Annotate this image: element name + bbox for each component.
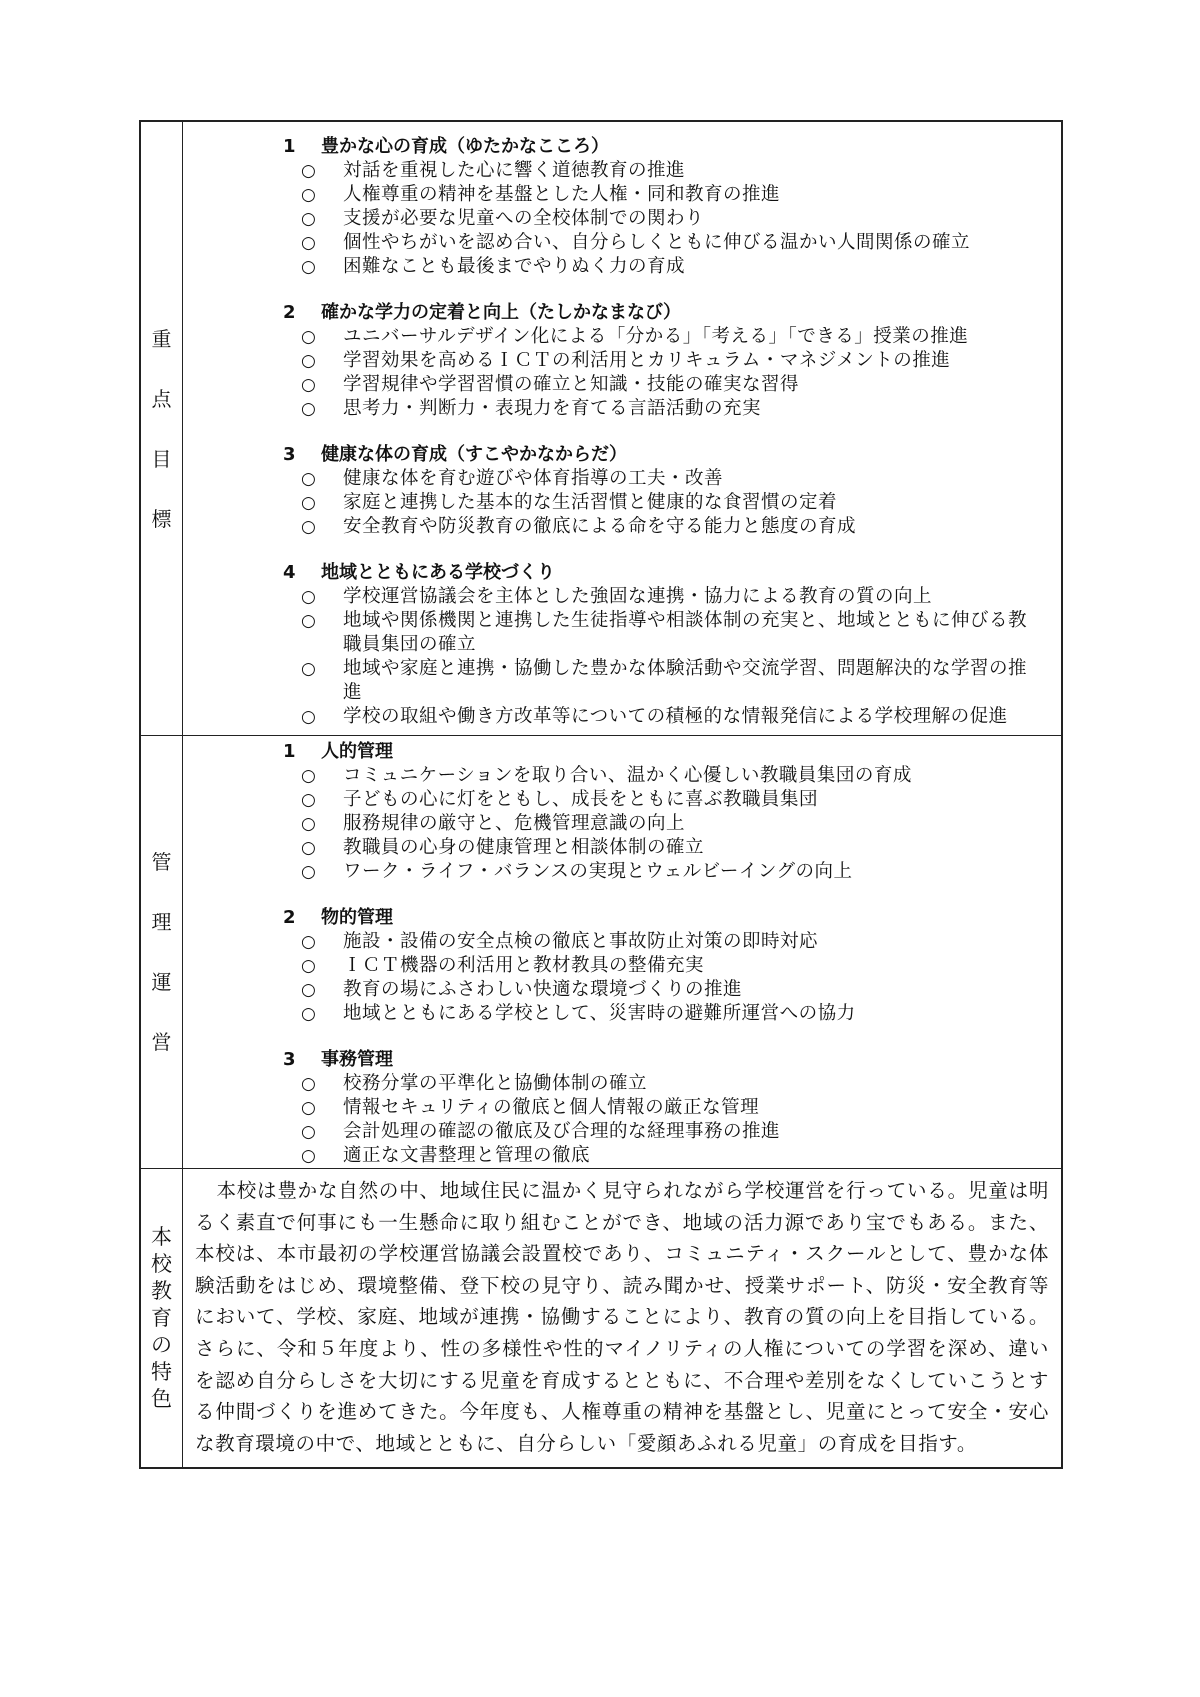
circle-bullet-icon: ○: [301, 707, 317, 727]
list-item: ○ 地域とともにある学校として、災害時の避難所運営への協力: [301, 1003, 856, 1024]
list-item: ○ 地域や関係機関と連携した生徒指導や相談体制の充実と、地域とともに伸びる教職員集団の確立: [301, 610, 1028, 655]
goal-section: [283, 135, 1051, 279]
goal-section: [283, 561, 1051, 729]
section-title: [283, 301, 1051, 325]
section-number: 4: [283, 562, 296, 583]
circle-bullet-icon: ○: [301, 814, 317, 834]
section-title-text: 地域とともにある学校づくり: [321, 562, 555, 583]
management-body: [183, 736, 1061, 1168]
list-item: ○ 学習規律や学習習慣の確立と知識・技能の確実な習得: [301, 374, 800, 395]
circle-bullet-icon: ○: [301, 1146, 317, 1166]
list-item: ○ 施設・設備の安全点検の徹底と事故防止対策の即時対応: [301, 931, 819, 952]
list-item: ○ 学校運営協議会を主体とした強固な連携・協力による教育の質の向上: [301, 586, 933, 607]
circle-bullet-icon: ○: [301, 1098, 317, 1118]
list-item: ○ ワーク・ライフ・バランスの実現とウェルビーイングの向上: [301, 861, 853, 882]
priority-goals-heading: [152, 309, 172, 549]
circle-bullet-icon: ○: [301, 257, 317, 277]
circle-bullet-icon: ○: [301, 980, 317, 1000]
section-number: 1: [283, 136, 296, 157]
section-title-text: 健康な体の育成（すこやかなからだ）: [321, 444, 627, 465]
management-section: [283, 1048, 1051, 1168]
heading-char: 理: [151, 910, 172, 934]
circle-bullet-icon: ○: [301, 1004, 317, 1024]
policy-table: [139, 120, 1063, 1469]
circle-bullet-icon: ○: [301, 517, 317, 537]
heading-char: 点: [151, 386, 172, 411]
priority-goals-heading-cell: [141, 122, 183, 735]
heading-char: 管: [151, 850, 172, 874]
management-heading: [152, 832, 172, 1072]
list-item: ○ 教職員の心身の健康管理と相談体制の確立: [301, 837, 705, 858]
school-features-heading: [151, 1224, 172, 1413]
list-item: ○ 学習効果を高めるＩＣＴの利活用とカリキュラム・マネジメントの推進: [301, 350, 951, 371]
heading-char: 教: [151, 1278, 172, 1303]
circle-bullet-icon: ○: [301, 956, 317, 976]
circle-bullet-icon: ○: [301, 766, 317, 786]
circle-bullet-icon: ○: [301, 838, 317, 858]
goal-section: [283, 443, 1051, 539]
circle-bullet-icon: ○: [301, 659, 317, 679]
section-title: [283, 561, 1051, 585]
section-title-text: 確かな学力の定着と向上（たしかなまなび）: [321, 302, 681, 323]
list-item: ○ コミュニケーションを取り合い、温かく心優しい教職員集団の育成: [301, 765, 912, 786]
management-heading-cell: [141, 736, 183, 1168]
list-item: ○ 学校の取組や働き方改革等についての積極的な情報発信による学校理解の促進: [301, 706, 1008, 727]
goal-section: [283, 301, 1051, 421]
circle-bullet-icon: ○: [301, 209, 317, 229]
priority-goals-row: [141, 122, 1061, 735]
section-title: [283, 135, 1051, 159]
list-item: ○ 人権尊重の精神を基盤とした人権・同和教育の推進: [301, 184, 781, 205]
school-features-paragraph: 本校は豊かな自然の中、地域住民に温かく見守られながら学校運営を行っている。児童は明るく素直で何事にも一生懸命に取り組むことができ、地域の活力源であり宝でもある。また、本校は、本市最初の学校運営協議会設置校であり、コミュニティ・スクールとして、豊かな体験活動をはじめ、環境整備、登下校の見守り、読み聞かせ、授業サポート、防災・安全教育等において、学校、家庭、地域が連携・協働することにより、教育の質の向上を目指している。さらに、令和５年度より、性の多様性や性的マイノリティの人権についての学習を深め、違いを認め自分らしさを大切にする児童を育成するとともに、不合理や差別をなくしていこうとする仲間づくりを進めてきた。今年度も、人権尊重の精神を基盤とし、児童にとって安全・安心な教育環境の中で、地域とともに、自分らしい「愛顔あふれる児童」の育成を目指す。: [195, 1179, 1049, 1455]
section-number: 2: [283, 302, 296, 323]
heading-char: 校: [151, 1251, 172, 1276]
list-item: ○ ＩＣＴ機器の利活用と教材教具の整備充実: [301, 955, 705, 976]
list-item: ○ 対話を重視した心に響く道徳教育の推進: [301, 160, 686, 181]
school-features-row: [141, 1168, 1061, 1467]
circle-bullet-icon: ○: [301, 611, 317, 631]
circle-bullet-icon: ○: [301, 790, 317, 810]
circle-bullet-icon: ○: [301, 587, 317, 607]
heading-char: 育: [151, 1305, 172, 1330]
list-item: ○ 安全教育や防災教育の徹底による命を守る能力と態度の育成: [301, 516, 857, 537]
management-section: [283, 740, 1051, 884]
circle-bullet-icon: ○: [301, 862, 317, 882]
list-item: ○ 家庭と連携した基本的な生活習慣と健康的な食習慣の定着: [301, 492, 838, 513]
management-section: [283, 906, 1051, 1026]
list-item: ○ 子どもの心に灯をともし、成長をともに喜ぶ教職員集団: [301, 789, 819, 810]
heading-char: 運: [151, 970, 172, 994]
section-number: 3: [283, 1049, 296, 1070]
circle-bullet-icon: ○: [301, 469, 317, 489]
section-title: [283, 740, 1051, 764]
circle-bullet-icon: ○: [301, 1074, 317, 1094]
circle-bullet-icon: ○: [301, 375, 317, 395]
circle-bullet-icon: ○: [301, 233, 317, 253]
heading-char: 営: [151, 1030, 172, 1054]
heading-char: 特: [151, 1359, 172, 1384]
section-title-text: 豊かな心の育成（ゆたかなこころ）: [321, 136, 609, 157]
heading-char: 本: [151, 1224, 172, 1249]
list-item: ○ 会計処理の確認の徹底及び合理的な経理事務の推進: [301, 1121, 781, 1142]
heading-char: 重: [151, 326, 172, 351]
circle-bullet-icon: ○: [301, 399, 317, 419]
heading-char: 標: [151, 506, 172, 531]
circle-bullet-icon: ○: [301, 351, 317, 371]
list-item: ○ 個性やちがいを認め合い、自分らしくともに伸びる温かい人間関係の確立: [301, 232, 971, 253]
circle-bullet-icon: ○: [301, 185, 317, 205]
section-number: 3: [283, 444, 296, 465]
list-item: ○ ユニバーサルデザイン化による「分かる」「考える」「できる」授業の推進: [301, 326, 969, 347]
heading-char: 目: [151, 446, 172, 471]
section-title: [283, 1048, 1051, 1072]
list-item: ○ 思考力・判断力・表現力を育てる言語活動の充実: [301, 398, 762, 419]
heading-char: の: [151, 1332, 172, 1357]
school-features-heading-cell: [141, 1169, 183, 1467]
section-number: 2: [283, 907, 296, 928]
list-item: ○ 地域や家庭と連携・協働した豊かな体験活動や交流学習、問題解決的な学習の推進: [301, 658, 1028, 703]
circle-bullet-icon: ○: [301, 493, 317, 513]
heading-char: 色: [151, 1386, 172, 1411]
section-title-text: 事務管理: [321, 1049, 393, 1070]
priority-goals-body: [183, 122, 1061, 735]
list-item: ○ 情報セキュリティの徹底と個人情報の厳正な管理: [301, 1097, 760, 1118]
circle-bullet-icon: ○: [301, 1122, 317, 1142]
section-title-text: 人的管理: [321, 741, 393, 762]
list-item: ○ 健康な体を育む遊びや体育指導の工夫・改善: [301, 468, 724, 489]
section-number: 1: [283, 741, 296, 762]
list-item: ○ 教育の場にふさわしい快適な環境づくりの推進: [301, 979, 743, 1000]
circle-bullet-icon: ○: [301, 327, 317, 347]
circle-bullet-icon: ○: [301, 161, 317, 181]
management-row: [141, 735, 1061, 1168]
list-item: ○ 服務規律の厳守と、危機管理意識の向上: [301, 813, 686, 834]
list-item: ○ 困難なことも最後までやりぬく力の育成: [301, 256, 686, 277]
school-features-body: [183, 1169, 1061, 1467]
section-title: [283, 443, 1051, 467]
circle-bullet-icon: ○: [301, 932, 317, 952]
section-title: [283, 906, 1051, 930]
list-item: ○ 適正な文書整理と管理の徹底: [301, 1145, 591, 1166]
list-item: ○ 校務分掌の平準化と協働体制の確立: [301, 1073, 648, 1094]
list-item: ○ 支援が必要な児童への全校体制での関わり: [301, 208, 705, 229]
section-title-text: 物的管理: [321, 907, 393, 928]
